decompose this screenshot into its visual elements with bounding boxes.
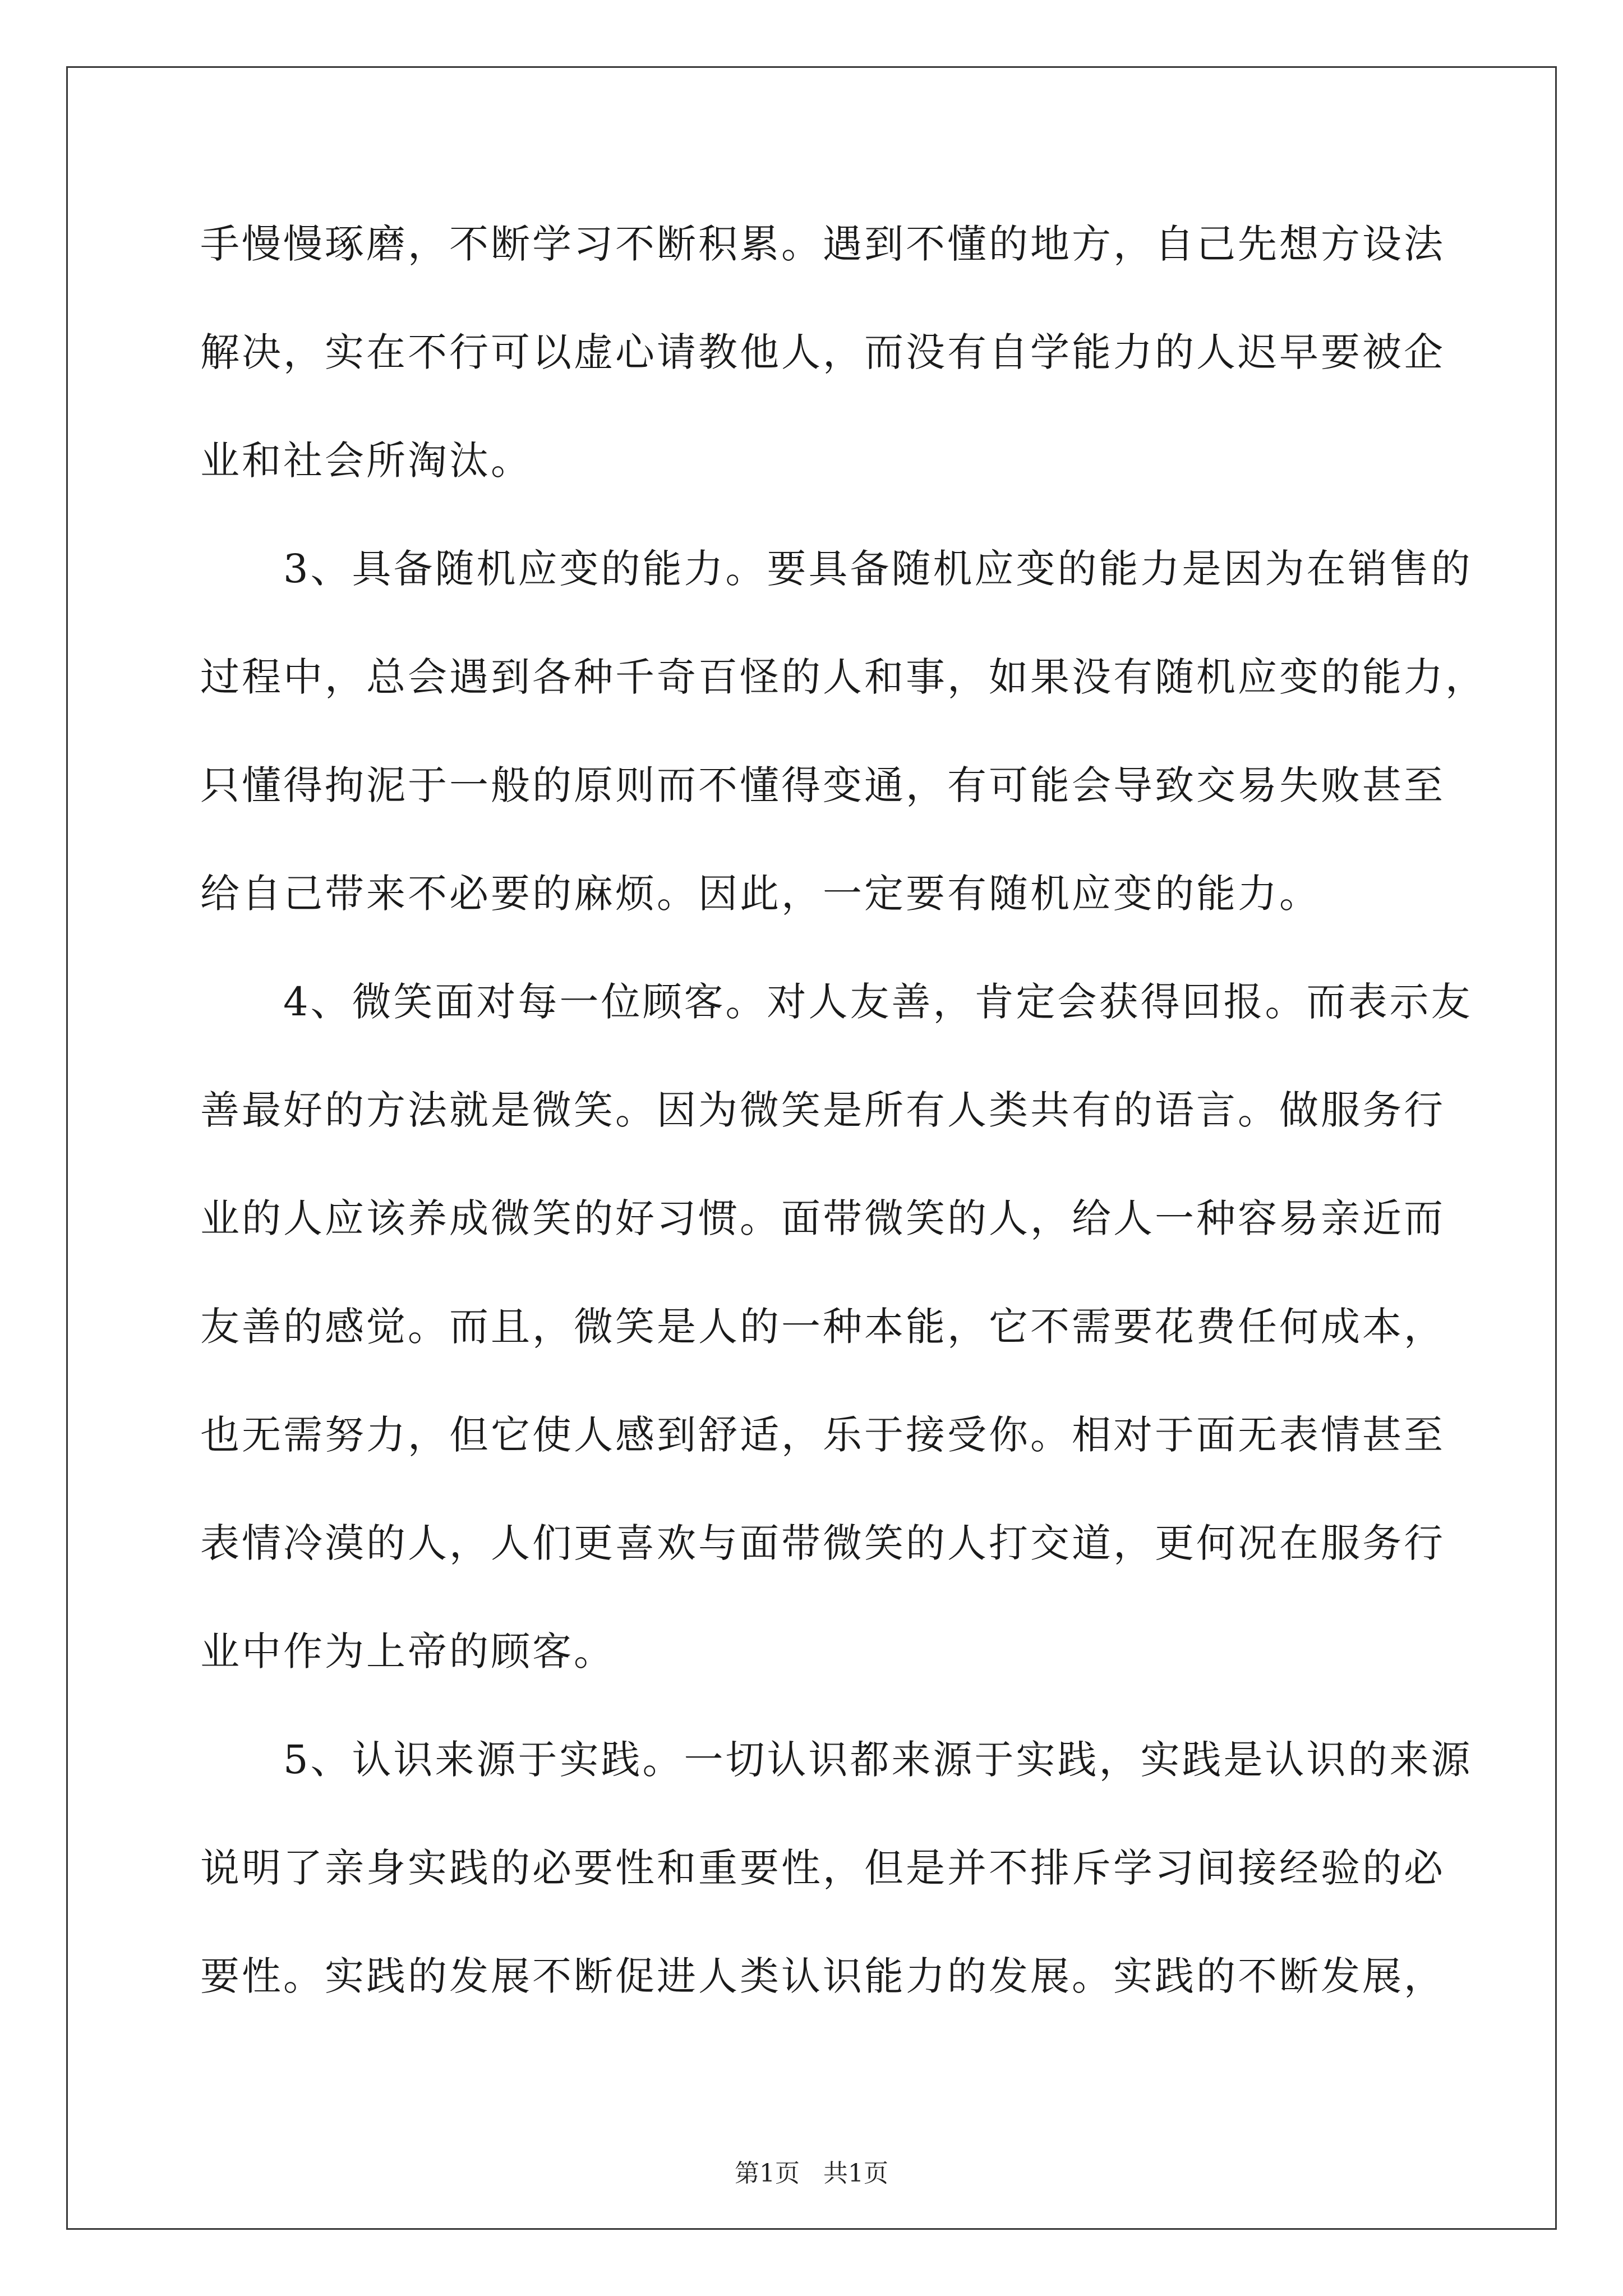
text-line: 4、微笑面对每一位顾客。对人友善，肯定会获得回报。而表示友 (200, 979, 1473, 1025)
text-line: 业中作为上帝的顾客。 (200, 1628, 615, 1674)
text-line: 也无需努力，但它使人感到舒适，乐于接受你。相对于面无表情甚至 (200, 1412, 1445, 1458)
text-line: 要性。实践的发展不断促进人类认识能力的发展。实践的不断发展， (200, 1953, 1445, 1999)
text-line: 业的人应该养成微笑的好习惯。面带微笑的人，给人一种容易亲近而 (200, 1195, 1445, 1241)
text-line: 给自己带来不必要的麻烦。因此，一定要有随机应变的能力。 (200, 871, 1321, 917)
text-line: 表情冷漠的人，人们更喜欢与面带微笑的人打交道，更何况在服务行 (200, 1520, 1445, 1566)
text-line: 业和社会所淘汰。 (200, 438, 532, 484)
text-line: 友善的感觉。而且，微笑是人的一种本能，它不需要花费任何成本， (200, 1304, 1445, 1350)
page-total: 共1页 (823, 2159, 888, 2188)
text-line: 解决，实在不行可以虚心请教他人，而没有自学能力的人迟早要被企 (200, 329, 1445, 375)
text-line: 善最好的方法就是微笑。因为微笑是所有人类共有的语言。做服务行 (200, 1087, 1445, 1133)
text-line: 过程中，总会遇到各种千奇百怪的人和事，如果没有随机应变的能力， (200, 654, 1487, 700)
page-number: 第1页 (735, 2159, 800, 2188)
text-line: 3、具备随机应变的能力。要具备随机应变的能力是因为在销售的 (200, 546, 1473, 592)
page-footer (0, 2153, 1623, 2189)
text-line: 只懂得拘泥于一般的原则而不懂得变通，有可能会导致交易失败甚至 (200, 762, 1445, 808)
text-line: 手慢慢琢磨，不断学习不断积累。遇到不懂的地方，自己先想方设法 (200, 221, 1445, 267)
text-line: 5、认识来源于实践。一切认识都来源于实践，实践是认识的来源 (200, 1737, 1473, 1783)
document-body (200, 211, 1487, 2052)
text-line: 说明了亲身实践的必要性和重要性，但是并不排斥学习间接经验的必 (200, 1845, 1445, 1891)
